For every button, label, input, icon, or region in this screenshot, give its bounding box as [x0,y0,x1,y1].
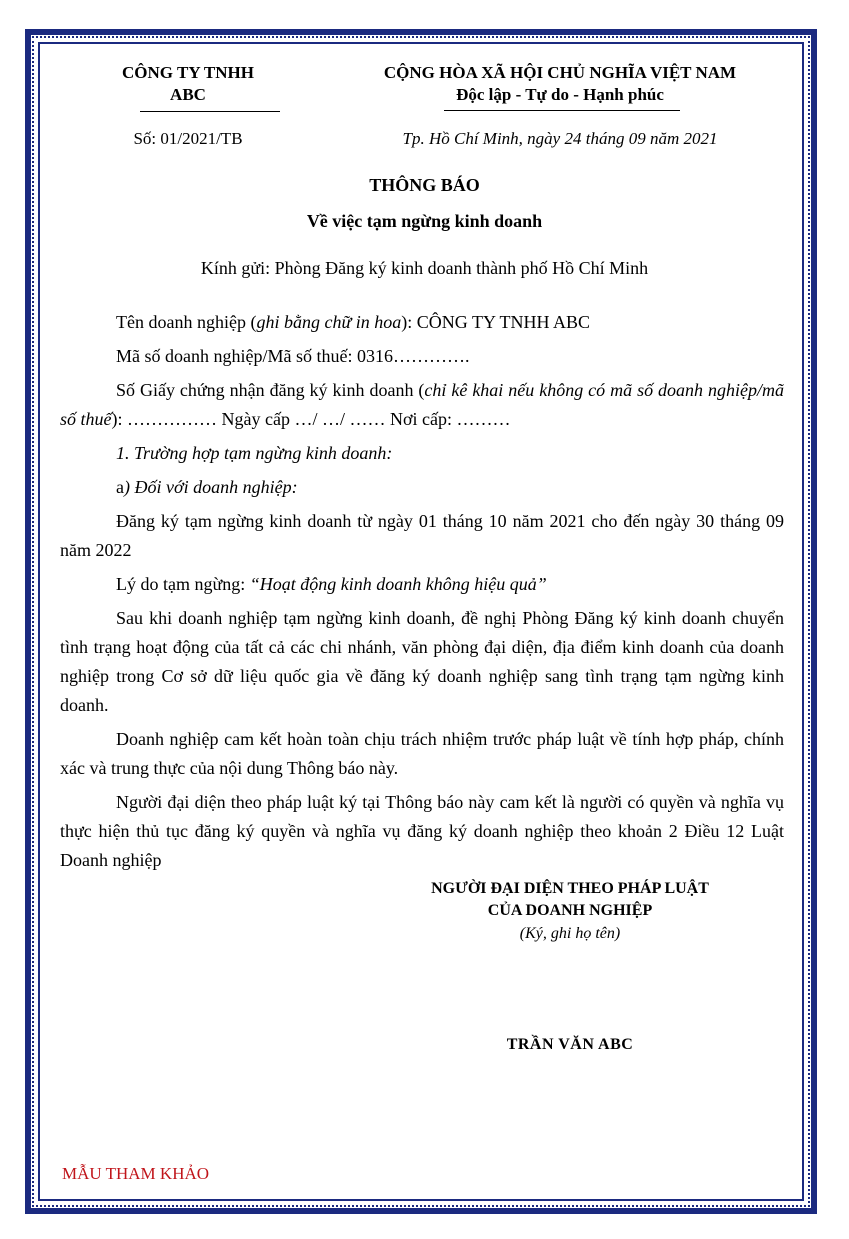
suspension-period: Đăng ký tạm ngừng kinh doanh từ ngày 01 tháng 10 năm 2021 cho đến ngày 30 tháng 09 năm 2022 [60,511,784,560]
document-body [60,308,784,880]
nation-name: CỘNG HÒA XÃ HỘI CHỦ NGHĨA VIỆT NAM [383,63,737,82]
request-paragraph: Sau khi doanh nghiệp tạm ngừng kinh doanh, đề nghị Phòng Đăng ký kinh doanh chuyển tình trạng hoạt động của tất cả các chi nhánh, văn phòng đại diện, địa điểm kinh doanh của doanh nghiệp trong Cơ sở dữ liệu quốc gia về đăng ký doanh nghiệp sang tình trạng tạm ngừng kinh doanh. [60,608,784,715]
commitment-paragraph: Doanh nghiệp cam kết hoàn toàn chịu trách nhiệm trước pháp luật về tính hợp pháp, chính xác và trung thực của nội dung Thông báo này. [60,729,784,778]
recipient-line: Kính gửi: Phòng Đăng ký kinh doanh thành phố Hồ Chí Minh [200,258,649,278]
company-name-field: Tên doanh nghiệp (ghi bằng chữ in hoa): CÔNG TY TNHH ABC [116,312,590,332]
signature-title-line1: NGƯỜI ĐẠI DIỆN THEO PHÁP LUẬT [431,880,709,897]
signer-name: TRẦN VĂN ABC [506,1036,634,1053]
company-underline [140,111,280,112]
company-name-line2: ABC [170,85,206,104]
representative-paragraph: Người đại diện theo pháp luật ký tại Thông báo này cam kết là người có quyền và nghĩa vụ thực hiện thủ tục đăng ký quyền và nghĩa vụ đăng ký doanh nghiệp theo khoản 2 Điều 12 Luật Doanh nghiệp [60,792,784,870]
company-name-line1: CÔNG TY TNHH [122,63,254,82]
document-subtitle: Về việc tạm ngừng kinh doanh [306,211,543,231]
motto-underline [444,110,680,111]
sample-watermark-label: MẪU THAM KHẢO [62,1164,210,1183]
signature-note: (Ký, ghi họ tên) [519,925,621,942]
signature-title [370,878,770,922]
nation-motto: Độc lập - Tự do - Hạnh phúc [456,85,664,104]
document-date: Tp. Hồ Chí Minh, ngày 24 tháng 09 năm 2021 [402,129,718,148]
certificate-field: Số Giấy chứng nhận đăng ký kinh doanh (chỉ kê khai nếu không có mã số doanh nghiệp/mã số thuế): …………… Ngày cấp …/ …/ …… Nơi cấp: ……… [60,380,785,429]
signature-title-line2: CỦA DOANH NGHIỆP [487,902,653,919]
suspension-reason: Lý do tạm ngừng: “Hoạt động kinh doanh không hiệu quả” [116,574,547,594]
section-heading-1: 1. Trường hợp tạm ngừng kinh doanh: [116,443,393,463]
national-header [350,62,770,106]
document-title: THÔNG BÁO [369,175,480,195]
company-name [93,62,283,106]
section-heading-1a: a) Đối với doanh nghiệp: [116,477,298,497]
document-number: Số: 01/2021/TB [133,129,243,148]
tax-code-field: Mã số doanh nghiệp/Mã số thuế: 0316…………. [116,346,470,366]
